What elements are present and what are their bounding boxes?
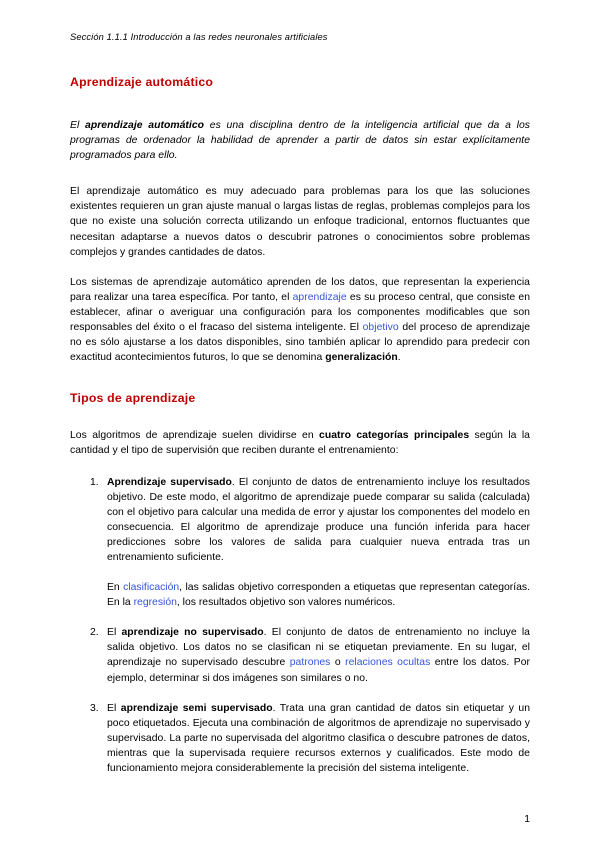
page-number: 1 bbox=[524, 814, 530, 825]
list-item-semi-supervisado-text: . Trata una gran cantidad de datos sin etiquetar y un poco etiquetados. Ejecuta una combinación de algoritmos de aprendizaje no supervisado y supervisado. La parte no supervisada del algoritmo clasifica o descubre patrones de datos, mientras que la supervisada requiere recursos externos y cualificados. Este modo de funcionamiento mejora considerablemente la precisión del sistema inteligente. bbox=[107, 702, 531, 774]
list-item-supervisado-term: Aprendizaje supervisado bbox=[107, 476, 232, 488]
paragraph-three-part-a: Los algoritmos de aprendizaje suelen dividirse en bbox=[70, 430, 320, 442]
paragraph-two bbox=[70, 275, 530, 366]
link-aprendizaje[interactable]: aprendizaje bbox=[292, 291, 347, 303]
lead-rest: es una disciplina dentro de la inteligencia artificial que da a los programas de ordenador la habilidad de aprender a partir de datos sin estar explícitamente programados para ello. bbox=[70, 120, 530, 162]
link-objetivo[interactable]: objetivo bbox=[362, 322, 399, 334]
section-heading-tipos: Tipos de aprendizaje bbox=[70, 391, 196, 406]
list-item-no-supervisado-prefix: El bbox=[107, 627, 122, 639]
link-regresion[interactable]: regresión bbox=[133, 597, 177, 609]
list-item-supervisado-text: . El conjunto de datos de entrenamiento incluye los resultados objetivo. De este modo, el algoritmo de aprendizaje puede comparar su salida (calculada) con el objetivo para calcular una medida de error y ajustar los componentes del modelo en consecuencia. El algoritmo de aprendizaje produce una función inferida para hacer predicciones sobre los valores de salida para cualquier nueva entrada tras un entrenamiento suficiente. bbox=[107, 476, 531, 563]
page-title: Aprendizaje automático bbox=[70, 75, 214, 89]
lead-prefix: El bbox=[70, 120, 86, 131]
paragraph-three-bold-term: cuatro categorías principales bbox=[319, 430, 470, 442]
learning-types-list bbox=[70, 475, 530, 777]
note-part-c: , los resultados objetivo son valores numéricos. bbox=[176, 597, 396, 609]
list-item-supervisado-note bbox=[107, 580, 530, 610]
paragraph-one: El aprendizaje automático es muy adecuado para problemas para los que las soluciones existentes requieren un gran ajuste manual o largas listas de reglas, problemas complejos para los que no existe una solución correcta utilizando un enfoque tradicional, entornos fluctuantes que necesitan adaptarse a nuevos datos o descubrir patrones o conocimientos sobre problemas complejos y grandes cantidades de datos. bbox=[70, 186, 530, 258]
list-item-semi-supervisado bbox=[70, 701, 530, 776]
list-item-no-supervisado-text-c: entre los datos. Por ejemplo, determinar si dos imágenes son similares o no. bbox=[107, 657, 530, 684]
list-item-no-supervisado bbox=[70, 625, 530, 685]
list-item-supervisado bbox=[70, 475, 530, 611]
paragraph-two-part-c: del proceso de aprendizaje no es sólo ajustarse a los datos disponibles, sino también aplicar lo aprendido para predecir con exactitud acontecimientos futuros, lo que se denomina bbox=[70, 322, 530, 364]
paragraph-two-part-a: Los sistemas de aprendizaje automático aprenden de los datos, que representan la experiencia para realizar una tarea específica. Por tanto, el bbox=[70, 276, 530, 303]
link-patrones[interactable]: patrones bbox=[289, 657, 331, 669]
link-clasificacion[interactable]: clasificación bbox=[123, 582, 180, 594]
paragraph-two-bold-term: generalización bbox=[325, 352, 398, 364]
note-part-a: En bbox=[107, 582, 124, 594]
list-item-supervisado-body bbox=[107, 475, 530, 566]
list-item-no-supervisado-text-a: . El conjunto de datos de entrenamiento no incluye la salida objetivo. Los datos no se clasifican ni se etiquetan previamente. En su lugar, el aprendizaje no supervisado descubre bbox=[107, 627, 530, 669]
list-item-no-supervisado-term: aprendizaje no supervisado bbox=[121, 627, 264, 639]
lead-bold-term: aprendizaje automático bbox=[85, 120, 205, 131]
running-head: Sección 1.1.1 Introducción a las redes neuronales artificiales bbox=[70, 32, 328, 42]
paragraph-three-part-b: según la la cantidad y el tipo de supervisión que reciben durante el entrenamiento: bbox=[70, 430, 530, 457]
list-item-semi-supervisado-term: aprendizaje semi supervisado bbox=[120, 702, 273, 714]
link-relaciones-ocultas[interactable]: relaciones ocultas bbox=[345, 657, 431, 669]
paragraph-three bbox=[70, 428, 530, 458]
note-part-b: , las salidas objetivo corresponden a etiquetas que representan categorías. En la bbox=[107, 582, 530, 609]
paragraph-two-part-d: . bbox=[397, 352, 401, 364]
lead-paragraph bbox=[70, 118, 530, 163]
list-item-no-supervisado-text-b: o bbox=[330, 657, 346, 669]
list-item-semi-supervisado-prefix: El bbox=[107, 702, 121, 714]
list-item-semi-supervisado-body bbox=[107, 701, 530, 776]
list-item-no-supervisado-body bbox=[107, 625, 530, 685]
paragraph-two-part-b: es su proceso central, que consiste en establecer, afinar o averiguar una configuración para los componentes modificables que son responsables del éxito o el fracaso del sistema inteligente. El bbox=[70, 291, 530, 334]
